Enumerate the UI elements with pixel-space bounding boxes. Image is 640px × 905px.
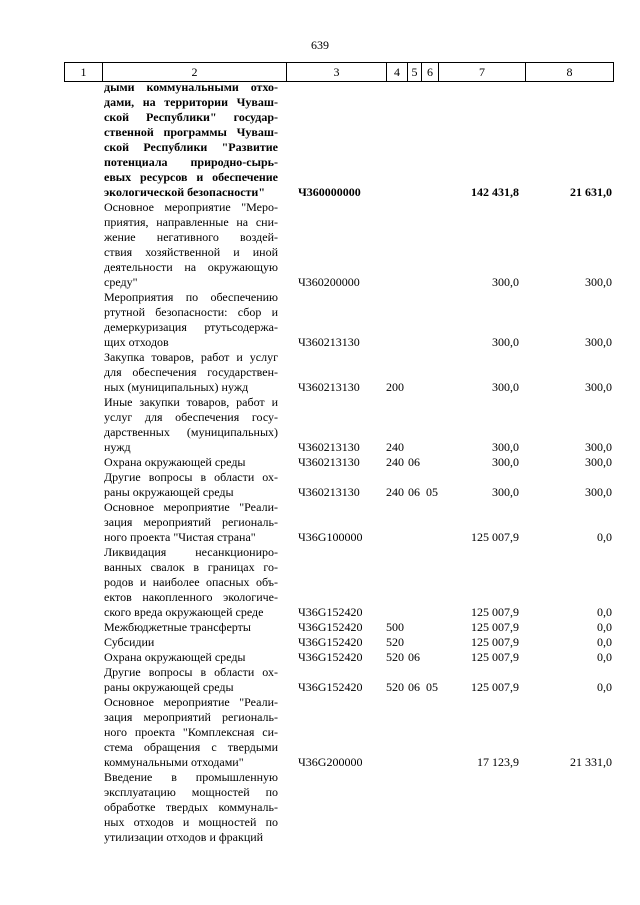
description-line: утилизации отходов и фракций	[104, 830, 264, 844]
row-amount-col-7: 125 007,9	[471, 530, 519, 544]
table-row	[0, 350, 640, 395]
row-amount-col-8: 21 631,0	[570, 185, 612, 199]
row-description	[104, 665, 278, 695]
row-description	[104, 350, 278, 395]
table-row	[0, 500, 640, 545]
header-col-8: 8	[526, 63, 614, 81]
row-description	[104, 470, 278, 500]
description-line: эксплуатацию мощностей по	[104, 785, 278, 799]
row-amount-col-7: 125 007,9	[471, 620, 519, 634]
header-col-3: 3	[287, 63, 387, 81]
page-number: 639	[311, 38, 329, 52]
description-line: Введение в промышленную	[104, 770, 278, 784]
row-amount-col-7: 125 007,9	[471, 605, 519, 619]
description-line: для обеспечения государствен-	[104, 365, 278, 379]
table-body	[0, 80, 640, 845]
description-line: деятельности на окружающую	[104, 260, 278, 274]
row-col-4: 520	[386, 650, 404, 664]
row-amount-col-8: 0,0	[597, 605, 612, 619]
description-line: Другие вопросы в области ох-	[104, 470, 278, 484]
row-code: Ч360213130	[298, 335, 360, 349]
row-col-5: 06	[408, 455, 420, 469]
row-code: Ч36G152420	[298, 680, 363, 694]
header-col-2: 2	[103, 63, 287, 81]
row-col-4: 240	[386, 485, 404, 499]
table-row	[0, 770, 640, 845]
row-col-5: 06	[408, 650, 420, 664]
description-line: Иные закупки товаров, работ и	[104, 395, 278, 409]
row-amount-col-7: 125 007,9	[471, 680, 519, 694]
row-col-4: 500	[386, 620, 404, 634]
row-amount-col-7: 300,0	[492, 380, 519, 394]
row-description	[104, 455, 278, 470]
table-row	[0, 665, 640, 695]
row-col-6: 05	[426, 485, 438, 499]
row-col-4: 520	[386, 635, 404, 649]
row-amount-col-7: 300,0	[492, 440, 519, 454]
description-line: ртутной безопасности: сбор и	[104, 305, 278, 319]
row-col-4: 200	[386, 380, 404, 394]
row-amount-col-8: 300,0	[585, 485, 612, 499]
description-line: родов и наиболее опасных объ-	[104, 575, 278, 589]
row-description	[104, 80, 278, 200]
header-col-7: 7	[439, 63, 526, 81]
row-amount-col-8: 0,0	[597, 680, 612, 694]
header-col-6: 6	[422, 63, 439, 81]
description-line: Закупка товаров, работ и услуг	[104, 350, 278, 364]
row-code: Ч360000000	[298, 185, 361, 199]
description-line: щих отходов	[104, 335, 169, 349]
description-line: потенциала природно-сырь-	[104, 155, 278, 169]
row-amount-col-7: 125 007,9	[471, 650, 519, 664]
row-description	[104, 770, 278, 845]
table-row	[0, 290, 640, 350]
row-amount-col-8: 0,0	[597, 635, 612, 649]
table-row	[0, 470, 640, 500]
row-code: Ч360200000	[298, 275, 360, 289]
description-line: ской Республики" государ-	[104, 110, 278, 124]
description-line: экологической безопасности"	[104, 185, 265, 199]
row-code: Ч360213130	[298, 455, 360, 469]
row-amount-col-7: 17 123,9	[477, 755, 519, 769]
description-line: ственной программы Чуваш-	[104, 125, 278, 139]
description-line: Охрана окружающей среды	[104, 455, 246, 469]
row-code: Ч360213130	[298, 485, 360, 499]
row-code: Ч360213130	[298, 380, 360, 394]
description-line: демеркуризация ртутьсодержа-	[104, 320, 278, 334]
row-code: Ч36G200000	[298, 755, 363, 769]
description-line: Охрана окружающей среды	[104, 650, 246, 664]
header-col-1: 1	[65, 63, 103, 81]
row-amount-col-7: 142 431,8	[471, 185, 519, 199]
row-code: Ч360213130	[298, 440, 360, 454]
description-line: раны окружающей среды	[104, 680, 234, 694]
table-row	[0, 455, 640, 470]
row-amount-col-8: 300,0	[585, 440, 612, 454]
table-row	[0, 545, 640, 620]
row-amount-col-7: 300,0	[492, 455, 519, 469]
description-line: дыми коммунальными отхо-	[104, 80, 278, 94]
table-row	[0, 650, 640, 665]
description-line: Мероприятия по обеспечению	[104, 290, 278, 304]
row-col-6: 05	[426, 680, 438, 694]
row-amount-col-8: 300,0	[585, 380, 612, 394]
description-line: среду"	[104, 275, 138, 289]
description-line: Основное мероприятие "Реали-	[104, 695, 278, 709]
row-amount-col-8: 0,0	[597, 620, 612, 634]
table-row	[0, 695, 640, 770]
description-line: Межбюджетные трансферты	[104, 620, 251, 634]
description-line: ванных свалок в границах го-	[104, 560, 278, 574]
row-amount-col-8: 300,0	[585, 275, 612, 289]
description-line: дами, на территории Чуваш-	[104, 95, 278, 109]
row-col-5: 06	[408, 680, 420, 694]
description-line: Другие вопросы в области ох-	[104, 665, 278, 679]
row-amount-col-8: 0,0	[597, 530, 612, 544]
row-amount-col-8: 21 331,0	[570, 755, 612, 769]
row-description	[104, 650, 278, 665]
description-line: ного проекта "Комплексная си-	[104, 725, 278, 739]
description-line: зация мероприятий региональ-	[104, 515, 278, 529]
row-amount-col-8: 300,0	[585, 335, 612, 349]
table-row	[0, 635, 640, 650]
table-header	[64, 62, 614, 82]
description-line: стема обращения с твердыми	[104, 740, 278, 754]
description-line: евых ресурсов и обеспечение	[104, 170, 278, 184]
row-description	[104, 695, 278, 770]
description-line: коммунальными отходами"	[104, 755, 244, 769]
description-line: ных отходов и мощностей по	[104, 815, 278, 829]
row-col-5: 06	[408, 485, 420, 499]
row-description	[104, 500, 278, 545]
table-row	[0, 80, 640, 200]
row-code: Ч36G152420	[298, 650, 363, 664]
row-amount-col-7: 300,0	[492, 335, 519, 349]
description-line: ектов накопленного экологиче-	[104, 590, 278, 604]
description-line: Ликвидация несанкциониро-	[104, 545, 278, 559]
table-row	[0, 200, 640, 290]
description-line: Основное мероприятие "Реали-	[104, 500, 278, 514]
row-description	[104, 545, 278, 620]
row-code: Ч36G152420	[298, 635, 363, 649]
row-col-4: 520	[386, 680, 404, 694]
description-line: дарственных (муниципальных)	[104, 425, 278, 439]
description-line: ного проекта "Чистая страна"	[104, 530, 256, 544]
description-line: услуг для обеспечения госу-	[104, 410, 278, 424]
table-row	[0, 620, 640, 635]
row-description	[104, 395, 278, 455]
row-amount-col-8: 0,0	[597, 650, 612, 664]
description-line: ствия хозяйственной и иной	[104, 245, 278, 259]
row-amount-col-7: 300,0	[492, 275, 519, 289]
row-amount-col-7: 125 007,9	[471, 635, 519, 649]
description-line: ского вреда окружающей среде	[104, 605, 264, 619]
row-description	[104, 635, 278, 650]
row-code: Ч36G152420	[298, 605, 363, 619]
row-amount-col-7: 300,0	[492, 485, 519, 499]
row-col-4: 240	[386, 455, 404, 469]
description-line: ской Республики "Развитие	[104, 140, 278, 154]
row-amount-col-8: 300,0	[585, 455, 612, 469]
description-line: приятия, направленные на сни-	[104, 215, 278, 229]
row-code: Ч36G100000	[298, 530, 363, 544]
description-line: раны окружающей среды	[104, 485, 234, 499]
header-col-4: 4	[387, 63, 408, 81]
description-line: нужд	[104, 440, 131, 454]
description-line: жение негативного воздей-	[104, 230, 278, 244]
row-col-4: 240	[386, 440, 404, 454]
description-line: Субсидии	[104, 635, 155, 649]
description-line: ных (муниципальных) нужд	[104, 380, 249, 394]
description-line: обработке твердых коммуналь-	[104, 800, 278, 814]
description-line: зация мероприятий региональ-	[104, 710, 278, 724]
description-line: Основное мероприятие "Меро-	[104, 200, 278, 214]
table-row	[0, 395, 640, 455]
row-description	[104, 200, 278, 290]
row-description	[104, 620, 278, 635]
row-code: Ч36G152420	[298, 620, 363, 634]
header-col-5: 5	[408, 63, 422, 81]
row-description	[104, 290, 278, 350]
